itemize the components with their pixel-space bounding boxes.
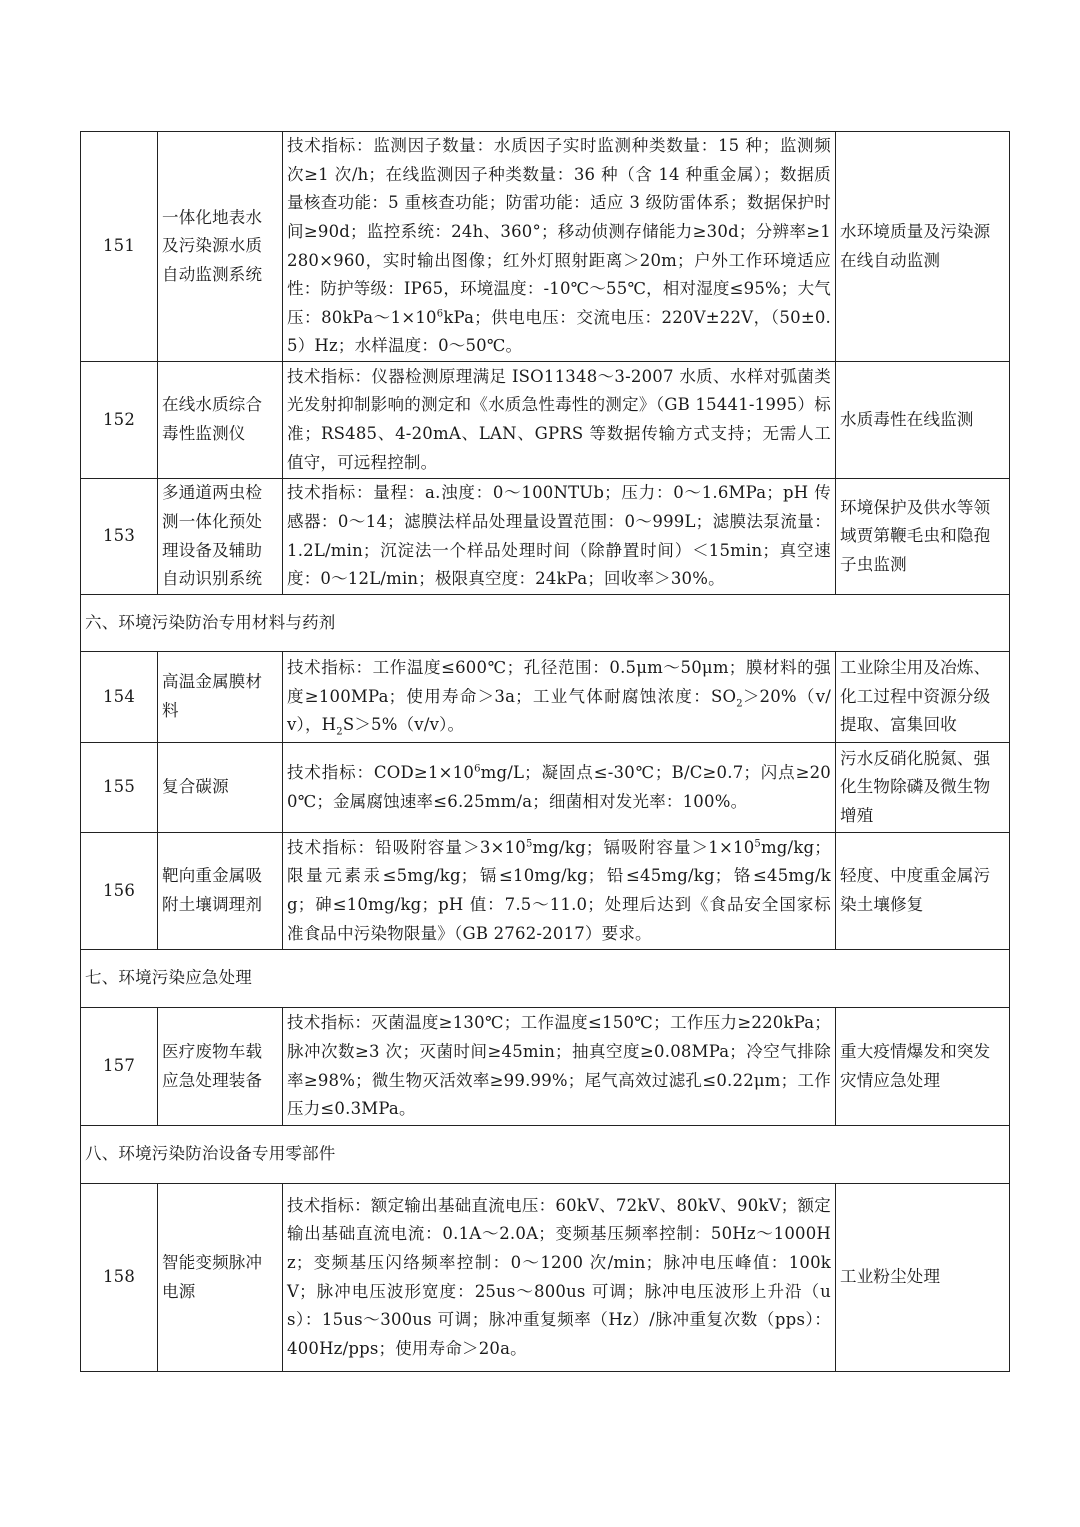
technical-spec: 技术指标：铅吸附容量$>3\times 10^5mg/kg$；镉吸附容量$>1\times 10^5mg/kg$；限量元素汞≤5mg/kg；镉≤10mg/kg；铅≤45mg/kg；铬≤45mg/kg；砷≤10mg/kg；pH 值：7.5～11.0；处理后达到《食品安全国家标准食品中污染物限量》（GB 2762-2017）要求。 — [283, 833, 836, 950]
item-number: 153 — [81, 479, 158, 595]
technical-spec: 技术指标：灭菌温度≥130℃；工作温度≤150℃；工作压力≥220kPa；脉冲次数≥3 次；灭菌时间≥45min；抽真空度≥0.08MPa；冷空气排除率≥98%；微生物灭活效率≥99.99%；尾气高效过滤孔≤0.22μm；工作压力≤0.3MPa。 — [283, 1008, 836, 1126]
table-row — [81, 1184, 1010, 1372]
application-field: 水环境质量及污染源在线自动监测 — [836, 132, 1010, 362]
section-heading: 七、环境污染应急处理 — [81, 950, 1010, 1008]
item-number: 152 — [81, 362, 158, 479]
application-field: 环境保护及供水等领域贾第鞭毛虫和隐孢子虫监测 — [836, 479, 1010, 595]
product-name: 在线水质综合毒性监测仪 — [158, 362, 283, 479]
item-number: 158 — [81, 1184, 158, 1372]
section-row — [81, 1126, 1010, 1184]
application-field: 重大疫情爆发和突发灾情应急处理 — [836, 1008, 1010, 1126]
product-name: 复合碳源 — [158, 743, 283, 833]
product-name: 智能变频脉冲电源 — [158, 1184, 283, 1372]
product-name: 多通道两虫检测一体化预处理设备及辅助自动识别系统 — [158, 479, 283, 595]
section-heading: 六、环境污染防治专用材料与药剂 — [81, 595, 1010, 652]
equipment-spec-table — [80, 131, 1010, 1372]
table-row — [81, 833, 1010, 950]
item-number: 151 — [81, 132, 158, 362]
application-field: 轻度、中度重金属污染土壤修复 — [836, 833, 1010, 950]
item-number: 155 — [81, 743, 158, 833]
section-row — [81, 950, 1010, 1008]
application-field: 工业除尘用及冶炼、化工过程中资源分级提取、富集回收 — [836, 652, 1010, 743]
product-name: 高温金属膜材料 — [158, 652, 283, 743]
table-row — [81, 479, 1010, 595]
application-field: 水质毒性在线监测 — [836, 362, 1010, 479]
technical-spec: 技术指标：$COD\ge 1\times 10^6mg/L$；凝固点≤-30℃；B/C≥0.7；闪点≥200℃；金属腐蚀速率≤6.25mm/a；细菌相对发光率：100%。 — [283, 743, 836, 833]
table-row — [81, 743, 1010, 833]
technical-spec: 技术指标：监测因子数量：水质因子实时监测种类数量：15 种；监测频次≥1 次/h；在线监测因子种类数量：36 种（含 14 种重金属）；数据质量核查功能：5 重核查功能；防雷功能：适应 3 级防雷体系；数据保护时间≥90d；监控系统：24h、360°；移动侦测存储能力≥30d；分辨率≥1280×960，实时输出图像；红外灯照射距离＞20m；户外工作环境适应性：防护等级：IP65，环境温度：-10℃～55℃，相对湿度≤95%；大气压：$80kPa\sim 1\times 10^6kPa$；供电电压：交流电压：220V±22V，（50±0.5）Hz；水样温度：0～50℃。 — [283, 132, 836, 362]
item-number: 154 — [81, 652, 158, 743]
section-heading: 八、环境污染防治设备专用零部件 — [81, 1126, 1010, 1184]
table-row — [81, 1008, 1010, 1126]
table-row — [81, 132, 1010, 362]
technical-spec: 技术指标：量程：a.浊度：0～100NTUb；压力：0～1.6MPa；pH 传感器：0～14；滤膜法样品处理量设置范围：0～999L；滤膜法泵流量：1.2L/min；沉淀法一个样品处理时间（除静置时间）＜15min；真空速度：0～12L/min；极限真空度：24kPa；回收率＞30%。 — [283, 479, 836, 595]
table-row — [81, 362, 1010, 479]
application-field: 工业粉尘处理 — [836, 1184, 1010, 1372]
technical-spec: 技术指标：额定输出基础直流电压：60kV、72kV、80kV、90kV；额定输出基础直流电流：0.1A～2.0A；变频基压频率控制：50Hz～1000Hz；变频基压闪络频率控制：0～1200 次/min；脉冲电压峰值：100kV；脉冲电压波形宽度：25us～800us 可调；脉冲电压波形上升沿（us）：15us～300us 可调；脉冲重复频率（Hz）/脉冲重复次数（pps）：400Hz/pps；使用寿命＞20a。 — [283, 1184, 836, 1372]
section-row — [81, 595, 1010, 652]
item-number: 157 — [81, 1008, 158, 1126]
product-name: 靶向重金属吸附土壤调理剂 — [158, 833, 283, 950]
technical-spec: 技术指标：工作温度≤600℃；孔径范围：0.5μm～50μm；膜材料的强度≥100MPa；使用寿命＞3a；工业气体耐腐蚀浓度：$SO_2>20\%(v/v)$，$H_2S>5\%(v/v)$。 — [283, 652, 836, 743]
item-number: 156 — [81, 833, 158, 950]
product-name: 医疗废物车载应急处理装备 — [158, 1008, 283, 1126]
technical-spec: 技术指标：仪器检测原理满足 ISO11348～3-2007 水质、水样对弧菌类光发射抑制影响的测定和《水质急性毒性的测定》（GB 15441-1995）标准；RS485、4-20mA、LAN、GPRS 等数据传输方式支持；无需人工值守，可远程控制。 — [283, 362, 836, 479]
application-field: 污水反硝化脱氮、强化生物除磷及微生物增殖 — [836, 743, 1010, 833]
product-name: 一体化地表水及污染源水质自动监测系统 — [158, 132, 283, 362]
table-row — [81, 652, 1010, 743]
